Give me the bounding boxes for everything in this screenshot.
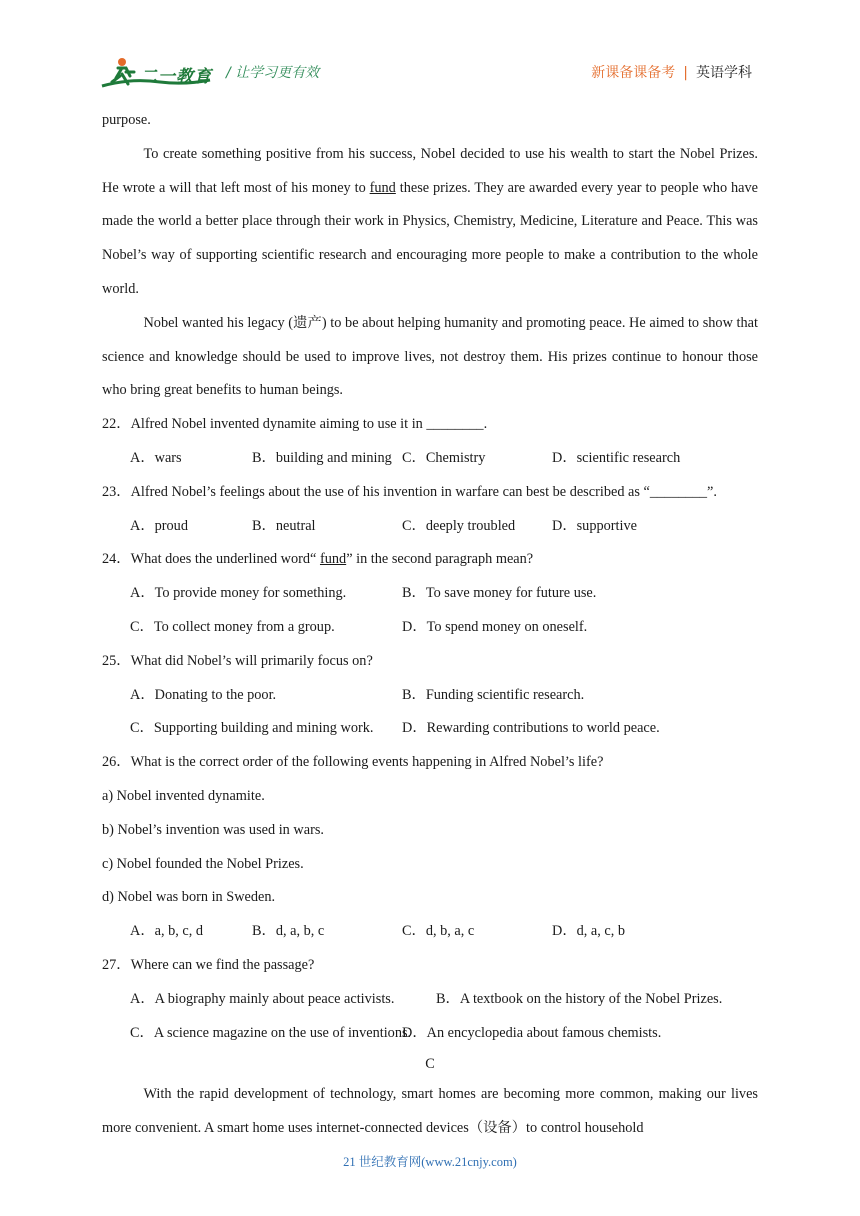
option-b: B．A textbook on the history of the Nobel Prizes. (436, 990, 723, 1007)
passage-paragraph-1 (102, 138, 758, 307)
option-b: B．To save money for future use. (402, 585, 597, 602)
paragraph-text: these prizes. They are awarded every year to people who have made the world a better place through their work in Physics, Chemistry, Medicine, Literature and Peace. This was Nobel’s way of supporting scientific research and encouraging more people to make a contribution to the whole world. (102, 179, 758, 297)
option-c: C．Chemistry (402, 449, 486, 466)
option-d: D．scientific research (552, 449, 681, 466)
option-b: B．d, a, b, c (252, 923, 325, 940)
header-subject (591, 62, 752, 82)
page-footer: 21 世纪教育网(www.21cnjy.com) (343, 1155, 517, 1169)
option-d: D．d, a, c, b (552, 923, 626, 940)
underlined-word: fund (319, 551, 347, 568)
question-24-options-row1 (102, 577, 758, 611)
option-d: D．An encyclopedia about famous chemists. (402, 1024, 662, 1041)
option-a: A．proud (130, 517, 188, 534)
question-22-options (102, 442, 758, 476)
option-c: C．To collect money from a group. (130, 618, 335, 635)
question-text: ” in the second paragraph mean? (346, 551, 534, 568)
page-header (0, 0, 860, 100)
question-24 (102, 543, 758, 577)
question-24-options-row2 (102, 611, 758, 645)
question-25-options-row1 (102, 679, 758, 713)
question-25-options-row2 (102, 712, 758, 746)
question-25: 25．What did Nobel’s will primarily focus on? (102, 652, 373, 669)
question-26: 26．What is the correct order of the following events happening in Alfred Nobel’s life? (102, 754, 604, 771)
question-26-options (102, 915, 758, 949)
option-a: A．To provide money for something. (130, 585, 347, 602)
header-course-label: 新课备课备考 (591, 65, 676, 81)
section-c-paragraph-1: With the rapid development of technology, smart homes are becoming more common, making our lives more convenient. A smart home uses internet-connected devices（设备）to control household (102, 1086, 758, 1137)
option-c: C．deeply troubled (402, 517, 516, 534)
underlined-word: fund (369, 179, 396, 196)
question-27: 27．Where can we find the passage? (102, 956, 315, 973)
option-b: B．building and mining (252, 449, 392, 466)
option-b: B．neutral (252, 517, 316, 534)
header-separator: | (683, 65, 688, 81)
option-a: A．A biography mainly about peace activists. (130, 990, 395, 1007)
option-b: B．Funding scientific research. (402, 686, 585, 703)
option-d: D．To spend money on oneself. (402, 618, 588, 635)
option-a: A．Donating to the poor. (130, 686, 277, 703)
brand-name: 二一教育 (140, 67, 212, 87)
passage-paragraph-2: Nobel wanted his legacy (遗产) to be about helping humanity and promoting peace. He aimed to show that science and knowledge should be used to improve lives, not destroy them. His prizes continue to honour those who bring great benefits to human beings. (102, 314, 758, 399)
event-a: a) Nobel invented dynamite. (102, 787, 265, 804)
passage-fragment: purpose. (102, 112, 151, 128)
event-d: d) Nobel was born in Sweden. (102, 889, 276, 906)
question-23-options (102, 510, 758, 544)
option-d: D．supportive (552, 517, 637, 534)
option-d: D．Rewarding contributions to world peace. (402, 720, 660, 737)
option-c: C．Supporting building and mining work. (130, 720, 374, 737)
option-c: C．A science magazine on the use of inventions. (130, 1024, 412, 1041)
question-27-options-row2 (102, 1017, 758, 1051)
slogan: / 让学习更有效 (226, 65, 320, 81)
option-a: A．a, b, c, d (130, 923, 204, 940)
question-23: 23．Alfred Nobel’s feelings about the use of his invention in warfare can best be described as “________”. (102, 483, 717, 500)
question-text: 24．What does the underlined word“ (102, 551, 320, 568)
question-22: 22．Alfred Nobel invented dynamite aiming to use it in ________. (102, 416, 488, 433)
question-27-options-row1 (102, 983, 758, 1017)
paragraph-text: To create something positive from his success, Nobel decided to use his wealth to start the Nobel Prizes. He wrote a will that left most of his money to (102, 145, 758, 196)
header-subject-label: 英语学科 (696, 65, 752, 81)
section-title: C (425, 1056, 435, 1073)
document-body (102, 104, 758, 1146)
option-a: A．wars (130, 449, 182, 466)
event-b: b) Nobel’s invention was used in wars. (102, 821, 324, 838)
event-c: c) Nobel founded the Nobel Prizes. (102, 855, 304, 872)
option-c: C．d, b, a, c (402, 923, 475, 940)
